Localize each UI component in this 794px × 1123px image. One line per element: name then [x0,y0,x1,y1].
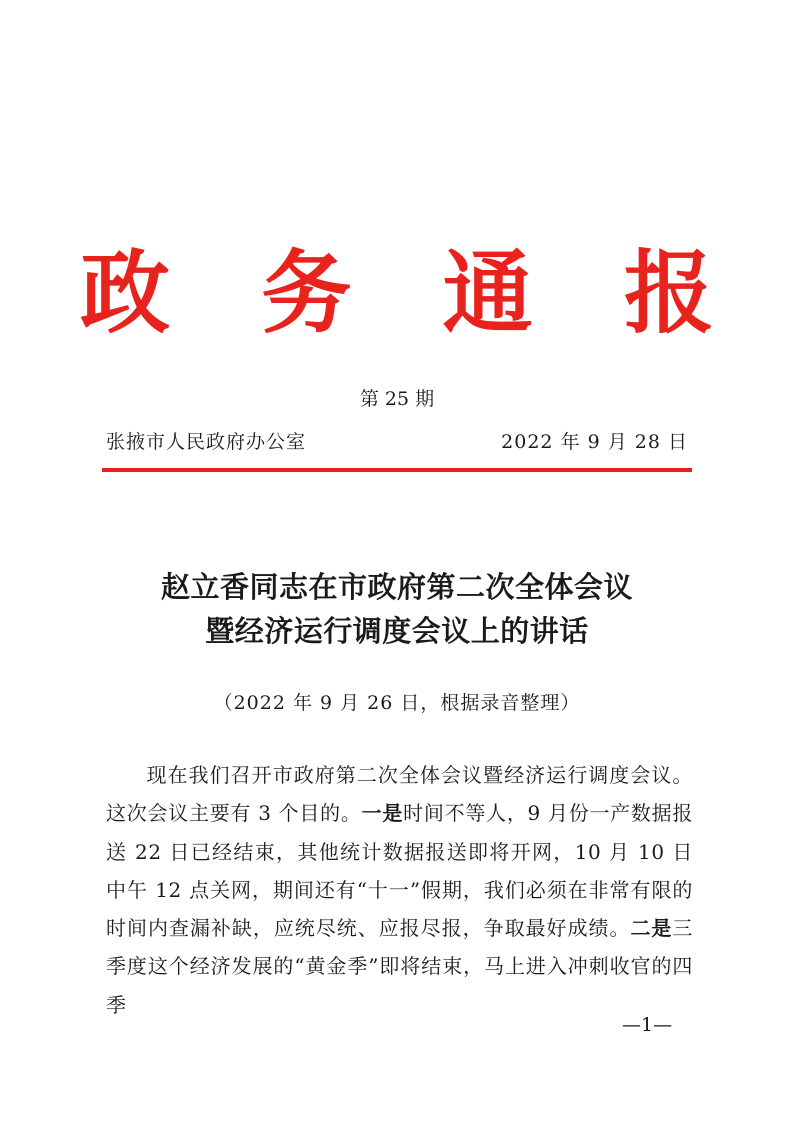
red-divider-rule [102,468,692,472]
article-body [106,756,693,1024]
issue-date: 2022 年 9 月 28 日 [501,431,688,453]
issue-number: 第 25 期 [359,388,435,410]
article-title-line-2: 暨经济运行调度会议上的讲话 [205,614,589,648]
point-one-label: 一是 [361,801,404,826]
page-number: —1— [622,1014,673,1036]
article-title-line-1: 赵立香同志在市政府第二次全体会议 [160,570,633,604]
masthead-title: 政 务 通 报 [80,240,744,346]
issuing-office: 张掖市人民政府办公室 [106,431,307,453]
body-text-segment-1: 现在我们召开市政府第二次全体会议暨经济运行调度会议。这次会议主要有 3 个目的。 [106,763,693,826]
body-text-segment-3: 三季度这个经济发展的“黄金季”即将结束，马上进入冲刺收官的四季 [106,916,694,1017]
body-text-segment-2: 时间不等人，9 月份一产数据报送 22 日已经结束，其他统计数据报送即将开网，10 月 10 日中午 12 点关网，期间还有“十一”假期，我们必须在非常有限的时间内查漏补缺，应统尽统、应报尽报，争取最好成绩。 [106,801,693,941]
point-two-label: 二是 [630,916,673,941]
article-subtitle: （2022 年 9 月 26 日，根据录音整理） [213,692,581,714]
article-title [0,565,794,653]
